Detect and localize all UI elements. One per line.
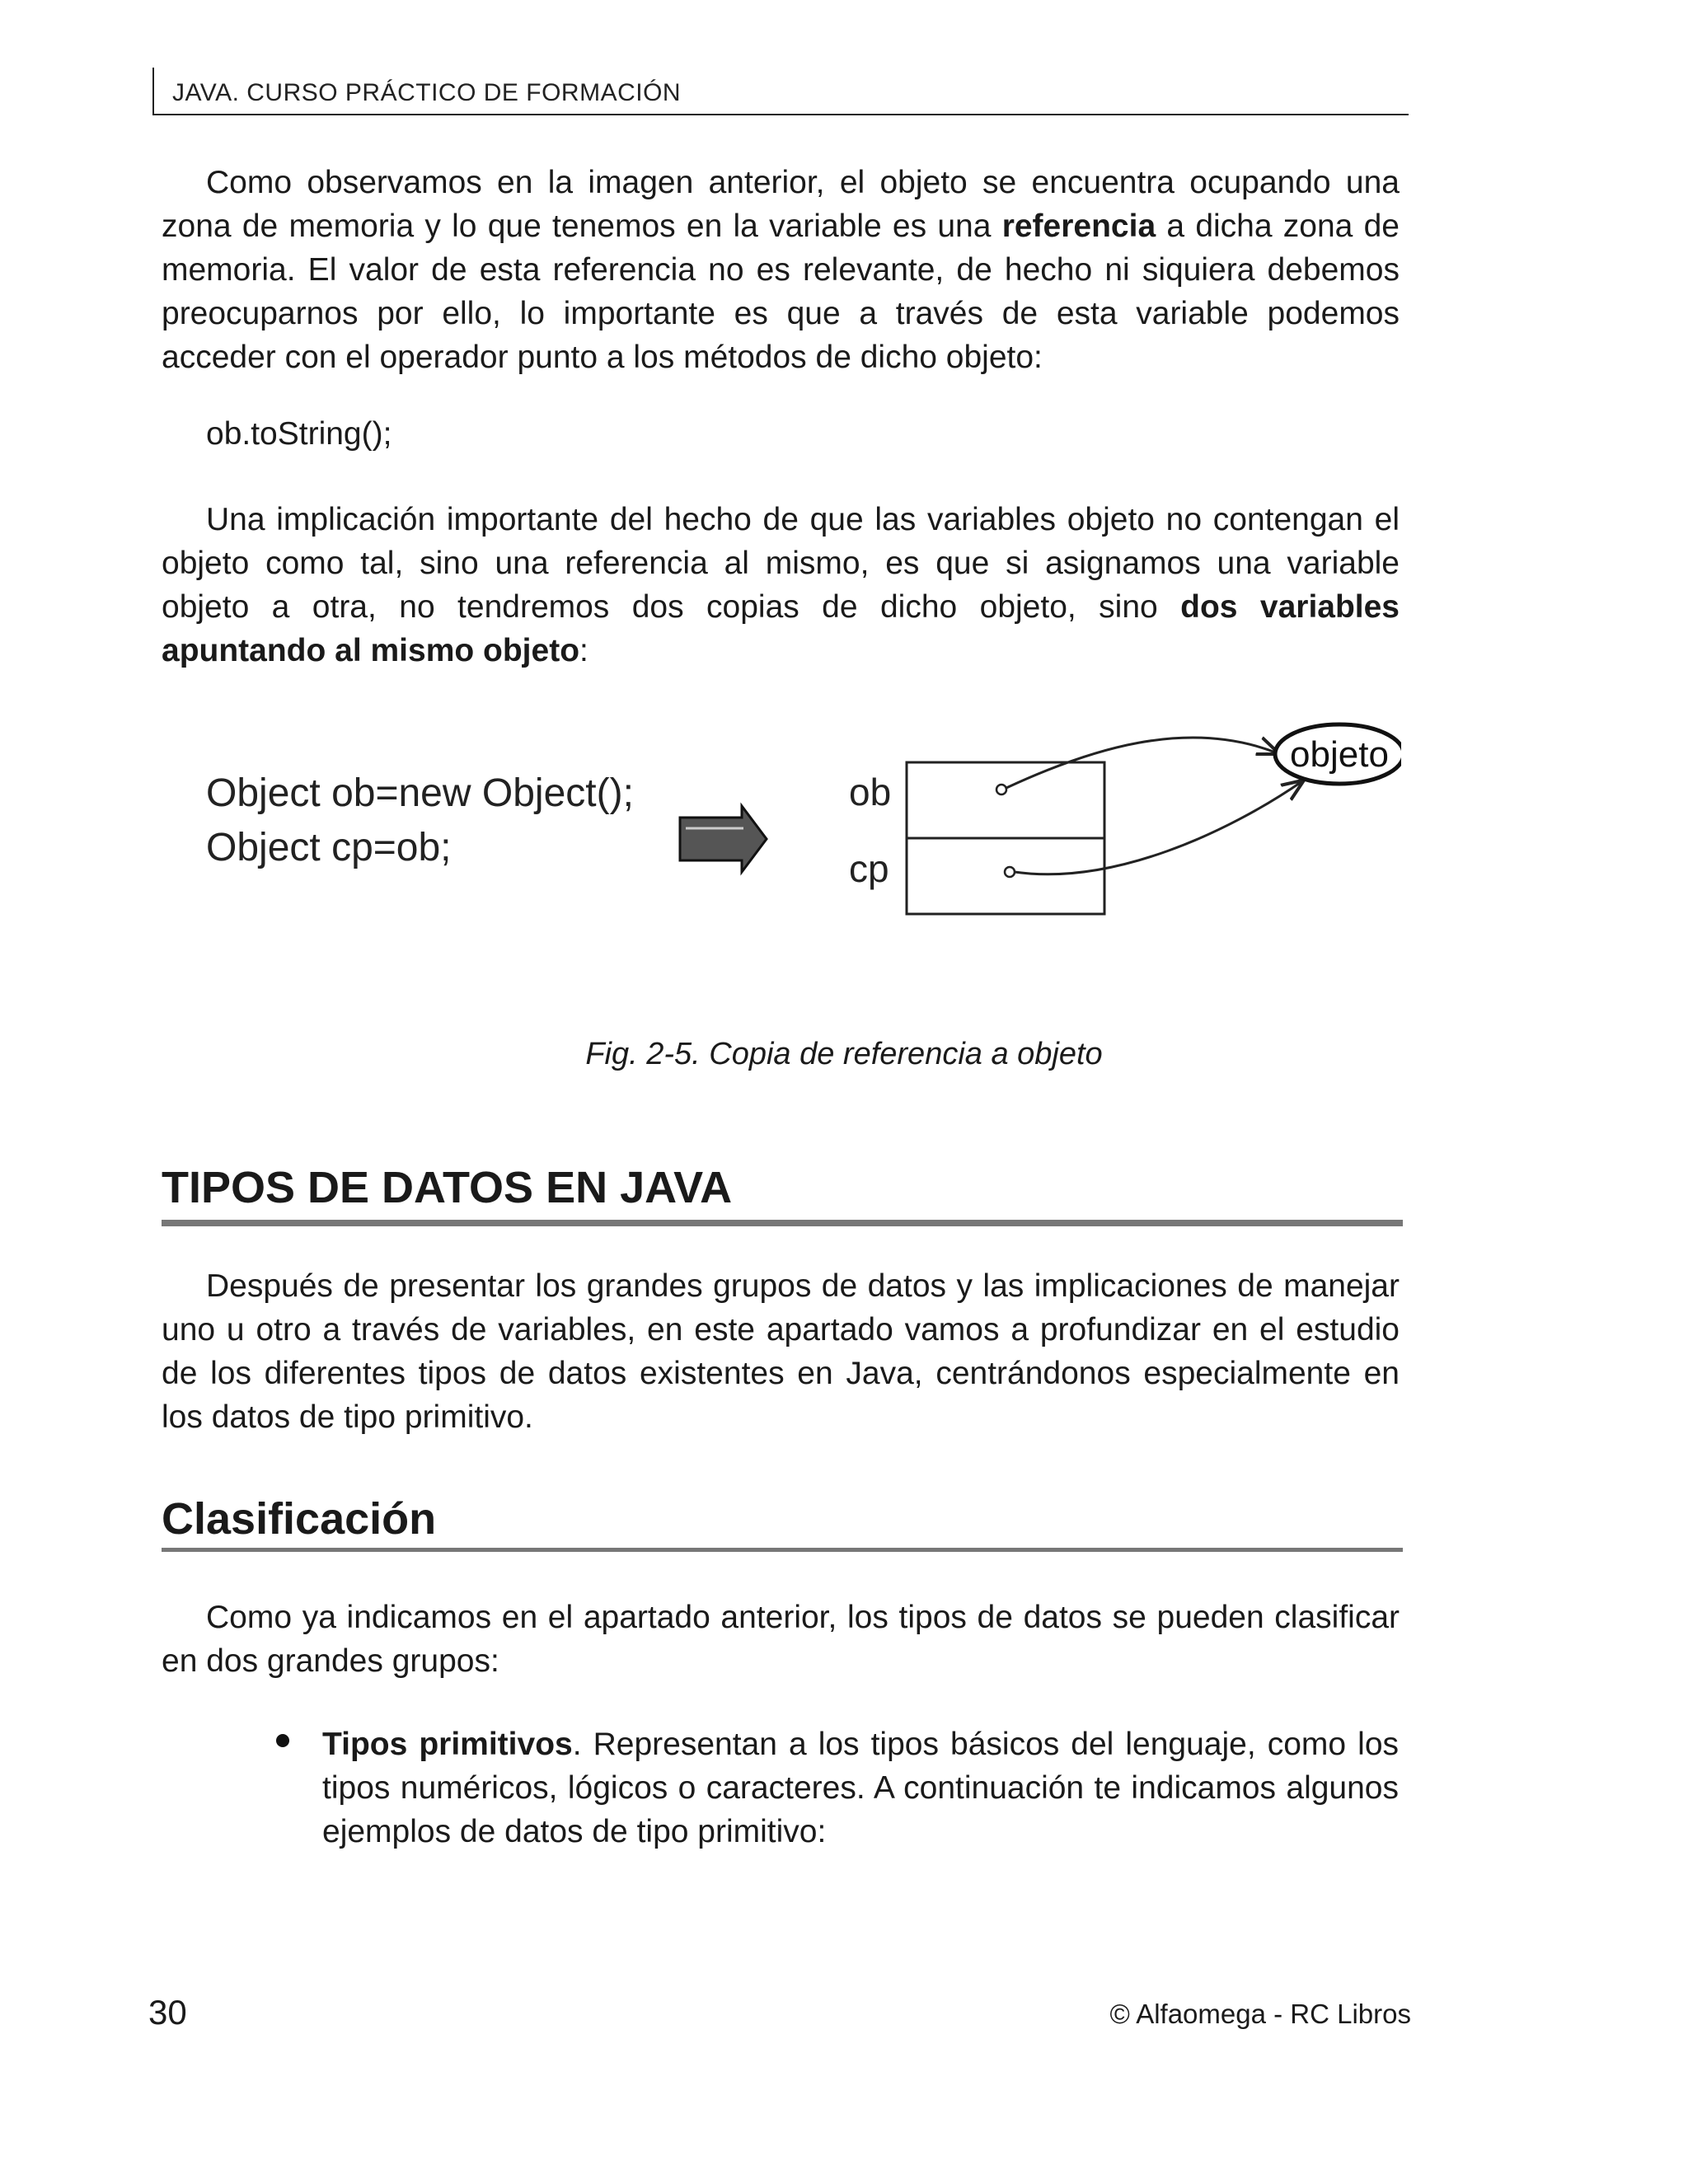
paragraph-text: a dicha zona de memoria. El valor de esta referencia no es relevante, de hecho ni siquiera debemos preocuparnos por ello, lo importante es que a través de esta variable podemos acceder con el operador punto a los métodos de dicho objeto: xyxy=(162,209,1400,375)
paragraph-text: Una implicación importante del hecho de que las variables objeto no contengan el objeto como tal, sino una referencia al mismo, es que si asignamos una variable objeto a otra, no tendremos dos copias de dicho objeto, sino xyxy=(162,502,1400,625)
section-title: TIPOS DE DATOS EN JAVA xyxy=(162,1162,1403,1226)
copyright-notice: © Alfaomega - RC Libros xyxy=(1109,1999,1411,2029)
paragraph-reference xyxy=(162,161,1400,379)
list-item-bold: Tipos primitivos xyxy=(322,1727,573,1762)
paragraph-text: : xyxy=(579,633,588,668)
variable-cp-label: cp xyxy=(849,847,889,890)
object-label: objeto xyxy=(1290,734,1389,775)
variable-ob-box xyxy=(907,762,1104,838)
paragraph-text: Como observamos en la imagen anterior, el objeto se encuentra ocupando una zona de memoria y lo que tenemos en la variable es una xyxy=(162,165,1400,244)
arrow-right-icon xyxy=(680,806,767,872)
paragraph-bold: referencia xyxy=(1001,209,1156,244)
variable-ob-label: ob xyxy=(849,771,892,813)
bullet-icon xyxy=(276,1734,289,1747)
figure-code-line-2: Object cp=ob; xyxy=(206,826,452,869)
code-line: ob.toString(); xyxy=(206,416,392,452)
paragraph-bold: dos variables apuntando al mismo objeto xyxy=(162,589,1400,668)
list-item-body: . Representan a los tipos básicos del lenguaje, como los tipos numéricos, lógicos o caracteres. A continuación te indicamos algunos ejemplos de datos de tipo primitivo: xyxy=(322,1727,1400,1849)
figure-code-line-1: Object ob=new Object(); xyxy=(206,771,634,815)
page-number: 30 xyxy=(148,1993,187,2032)
paragraph-implication xyxy=(162,498,1400,673)
list-item xyxy=(276,1722,1399,1854)
reference-copy-figure xyxy=(198,717,1401,931)
running-title: JAVA. CURSO PRÁCTICO DE FORMACIÓN xyxy=(172,79,682,106)
running-header xyxy=(152,68,1409,115)
section-paragraph: Después de presentar los grandes grupos de datos y las implicaciones de manejar uno u otro a través de variables, en este apartado vamos a profundizar en el estudio de los diferentes tipos de datos existentes en Java, centrándonos especialmente en los datos de tipo primitivo. xyxy=(162,1268,1400,1435)
list-item-text xyxy=(322,1722,1399,1854)
subsection-paragraph: Como ya indicamos en el apartado anterior, los tipos de datos se pueden clasificar en dos grandes grupos: xyxy=(162,1600,1400,1679)
figure-caption: Fig. 2-5. Copia de referencia a objeto xyxy=(585,1037,1103,1071)
subsection-title: Clasificación xyxy=(162,1493,1403,1552)
reference-arrow-cp xyxy=(1015,781,1302,874)
